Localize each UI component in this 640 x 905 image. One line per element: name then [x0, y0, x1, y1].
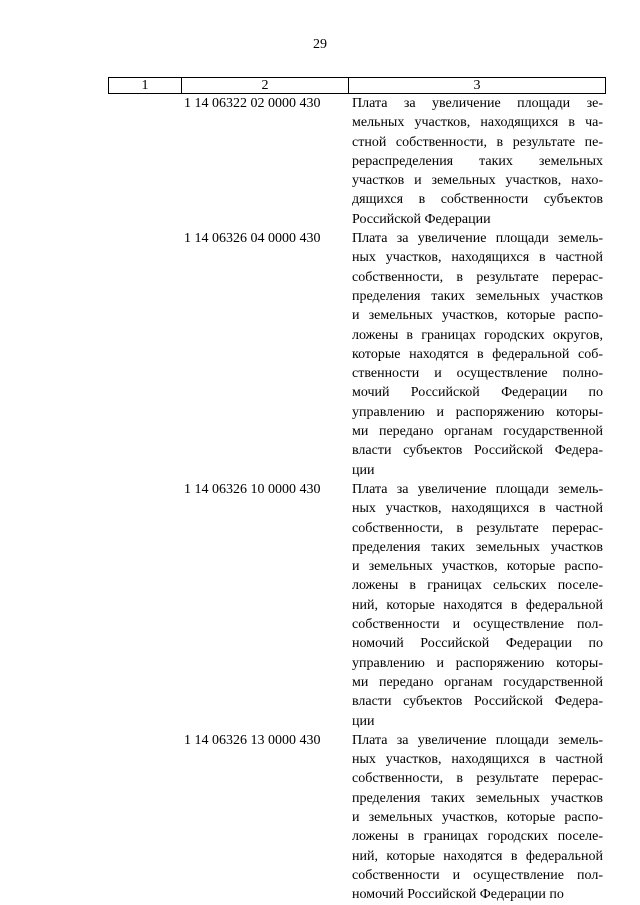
table-row [108, 731, 603, 905]
column-header-3: 3 [349, 78, 606, 94]
description-line: мочий Российской Федерации по [352, 385, 603, 401]
row-cell-empty [108, 94, 178, 229]
description-line: ложены в границах городских округов, [352, 327, 603, 343]
description-line: номочий Российской Федерации по [352, 887, 564, 903]
revenue-code: 1 14 06326 10 0000 430 [184, 481, 321, 497]
description-line: ложены в границах сельских поселе- [352, 578, 603, 594]
description-line: рераспределения таких земельных [352, 153, 603, 169]
description-line: ми передано органам государственной [352, 674, 603, 690]
description-line: номочий Российской Федерации по [352, 636, 603, 652]
description-line: и земельных участков, которые распо- [352, 809, 603, 825]
revenue-code: 1 14 06326 13 0000 430 [184, 732, 321, 748]
description-line: пределения таких земельных участков [352, 288, 603, 304]
description-line: пределения таких земельных участков [352, 539, 603, 555]
revenue-description [352, 94, 603, 229]
description-line: собственности, в результате перерас- [352, 520, 603, 536]
description-line: ции [352, 462, 375, 478]
revenue-description [352, 480, 603, 731]
description-line: которые находятся в федеральной соб- [352, 346, 603, 362]
row-cell-empty [108, 229, 178, 480]
table-row [108, 480, 603, 731]
description-line: стной собственности, в результате пе- [352, 134, 603, 150]
description-line: ции [352, 713, 375, 729]
description-line: Плата за увеличение площади земель- [352, 732, 603, 748]
description-line: ми передано органам государственной [352, 424, 603, 440]
description-line: собственности, в результате перерас- [352, 771, 603, 787]
description-line: собственности и осуществление пол- [352, 867, 603, 883]
description-line: ных участков, находящихся в частной [352, 752, 603, 768]
column-header-table [108, 77, 606, 94]
description-line: Плата за увеличение площади земель- [352, 481, 603, 497]
column-header-1: 1 [109, 78, 182, 94]
page-number: 29 [313, 37, 327, 52]
revenue-code: 1 14 06326 04 0000 430 [184, 231, 321, 247]
description-line: ложены в границах городских поселе- [352, 829, 603, 845]
revenue-code: 1 14 06322 02 0000 430 [184, 96, 321, 111]
description-line: ных участков, находящихся в частной [352, 250, 603, 266]
description-line: ных участков, находящихся в частной [352, 501, 603, 517]
row-cell-empty [108, 731, 178, 905]
description-line: Российской Федерации [352, 211, 491, 227]
description-line: и земельных участков, которые распо- [352, 559, 603, 575]
row-cell-empty [108, 480, 178, 731]
revenue-description [352, 229, 603, 480]
table-body [108, 94, 603, 904]
description-line: ний, которые находятся в федеральной [352, 848, 603, 864]
column-header-row [109, 78, 606, 94]
description-line: Плата за увеличение площади земель- [352, 231, 603, 247]
description-line: Плата за увеличение площади зе- [352, 96, 603, 111]
description-line: пределения таких земельных участков [352, 790, 603, 806]
description-line: власти субъектов Российской Федера- [352, 443, 603, 459]
description-line: и земельных участков, которые распо- [352, 308, 603, 324]
description-line: управлению и распоряжению которы- [352, 655, 603, 671]
description-line: мельных участков, находящихся в ча- [352, 115, 603, 131]
description-line: собственности, в результате перерас- [352, 269, 603, 285]
description-line: участков и земельных участков, нахо- [352, 173, 603, 189]
description-line: собственности и осуществление пол- [352, 617, 603, 633]
table-row [108, 229, 603, 480]
description-line: власти субъектов Российской Федера- [352, 694, 603, 710]
description-line: ний, которые находятся в федеральной [352, 597, 603, 613]
revenue-description [352, 731, 603, 905]
description-line: ственности и осуществление полно- [352, 366, 603, 382]
description-line: дящихся в собственности субъектов [352, 192, 603, 208]
column-header-2: 2 [182, 78, 349, 94]
table-row [108, 94, 603, 229]
description-line: управлению и распоряжению которы- [352, 404, 603, 420]
